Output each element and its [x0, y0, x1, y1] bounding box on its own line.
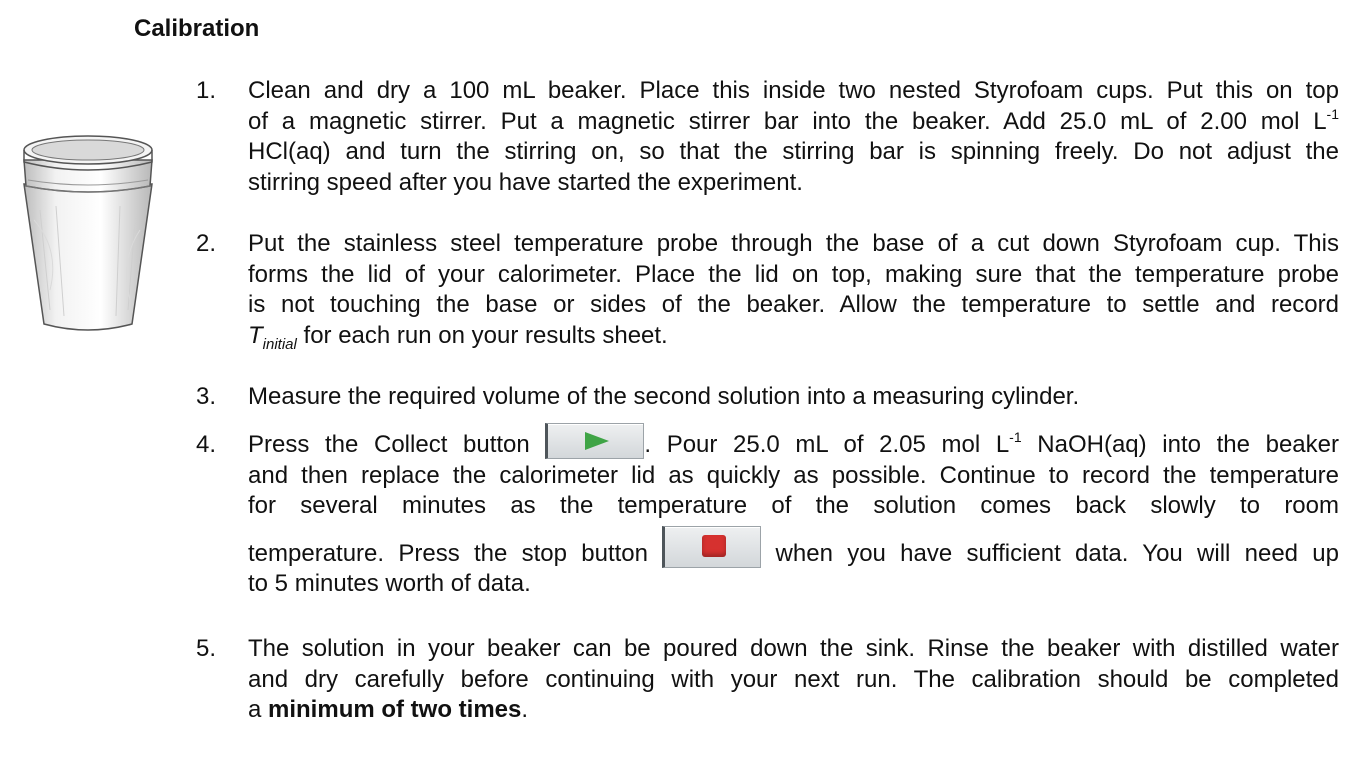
text-line: stirring speed after you have started the experiment.	[248, 168, 803, 196]
text-line: and dry carefully before continuing with your next run. The calibration should be completed	[248, 665, 1339, 693]
step-1	[196, 76, 1339, 198]
step-5	[196, 634, 1339, 726]
step-number: 5.	[196, 635, 217, 662]
step-4	[196, 430, 1339, 600]
text-line: forms the lid of your calorimeter. Place the lid on top, making sure that the temperature probe	[248, 260, 1339, 288]
t-initial-symbol: $T_{initial}$	[248, 321, 297, 353]
collect-button-image	[545, 423, 644, 459]
step-text	[248, 382, 1339, 413]
text-line: Press the Collect button . Pour 25.0 mL of 2.05 mol $L^{-1}$ NaOH(aq) into the beaker	[248, 430, 1339, 461]
step-number: 2.	[196, 230, 217, 257]
text-line: to 5 minutes worth of data.	[248, 570, 531, 597]
step-text	[248, 634, 1339, 726]
stop-icon	[702, 535, 726, 557]
step-number: 4.	[196, 431, 217, 458]
step-text	[248, 430, 1339, 600]
step-number: 1.	[196, 77, 217, 104]
text-line: of a magnetic stirrer. Put a magnetic stirrer bar into the beaker. Add 25.0 mL of 2.00 mol $L^{-1}$	[248, 105, 1339, 135]
step-text	[248, 76, 1339, 198]
superscript: -1	[1326, 105, 1339, 122]
text-line: Measure the required volume of the second solution into a measuring cylinder.	[248, 383, 1080, 410]
step-number: 3.	[196, 383, 217, 410]
text-line: for several minutes as the temperature of the solution comes back slowly to room	[248, 492, 1339, 519]
text-line: is not touching the base or sides of the beaker. Allow the temperature to settle and record	[248, 291, 1339, 318]
text-line: a minimum of two times.	[248, 696, 529, 723]
step-2	[196, 229, 1339, 351]
play-icon	[585, 432, 609, 450]
stop-button-image	[662, 526, 761, 568]
text-line: and then replace the calorimeter lid as quickly as possible. Continue to record the temperature	[248, 461, 1339, 489]
superscript: -1	[1009, 429, 1022, 445]
text-line: temperature. Press the stop button when you have sufficient data. You will need up	[248, 539, 1339, 570]
emphasis: minimum of two times	[268, 696, 522, 723]
styrofoam-cups-illustration	[20, 120, 156, 334]
text-line: Put the stainless steel temperature probe through the base of a cut down Styrofoam cup. This	[248, 230, 1339, 257]
text-line: $T_{initial}$ for each run on your results sheet.	[248, 321, 668, 353]
text-line: HCl(aq) and turn the stirring on, so that the stirring bar is spinning freely. Do not adjust the	[248, 138, 1339, 165]
step-text	[248, 229, 1339, 351]
text-line: The solution in your beaker can be poured down the sink. Rinse the beaker with distilled water	[248, 635, 1339, 662]
step-3	[196, 382, 1339, 413]
text-line: Clean and dry a 100 mL beaker. Place this inside two nested Styrofoam cups. Put this on top	[248, 77, 1339, 104]
section-heading: Calibration	[134, 15, 260, 42]
